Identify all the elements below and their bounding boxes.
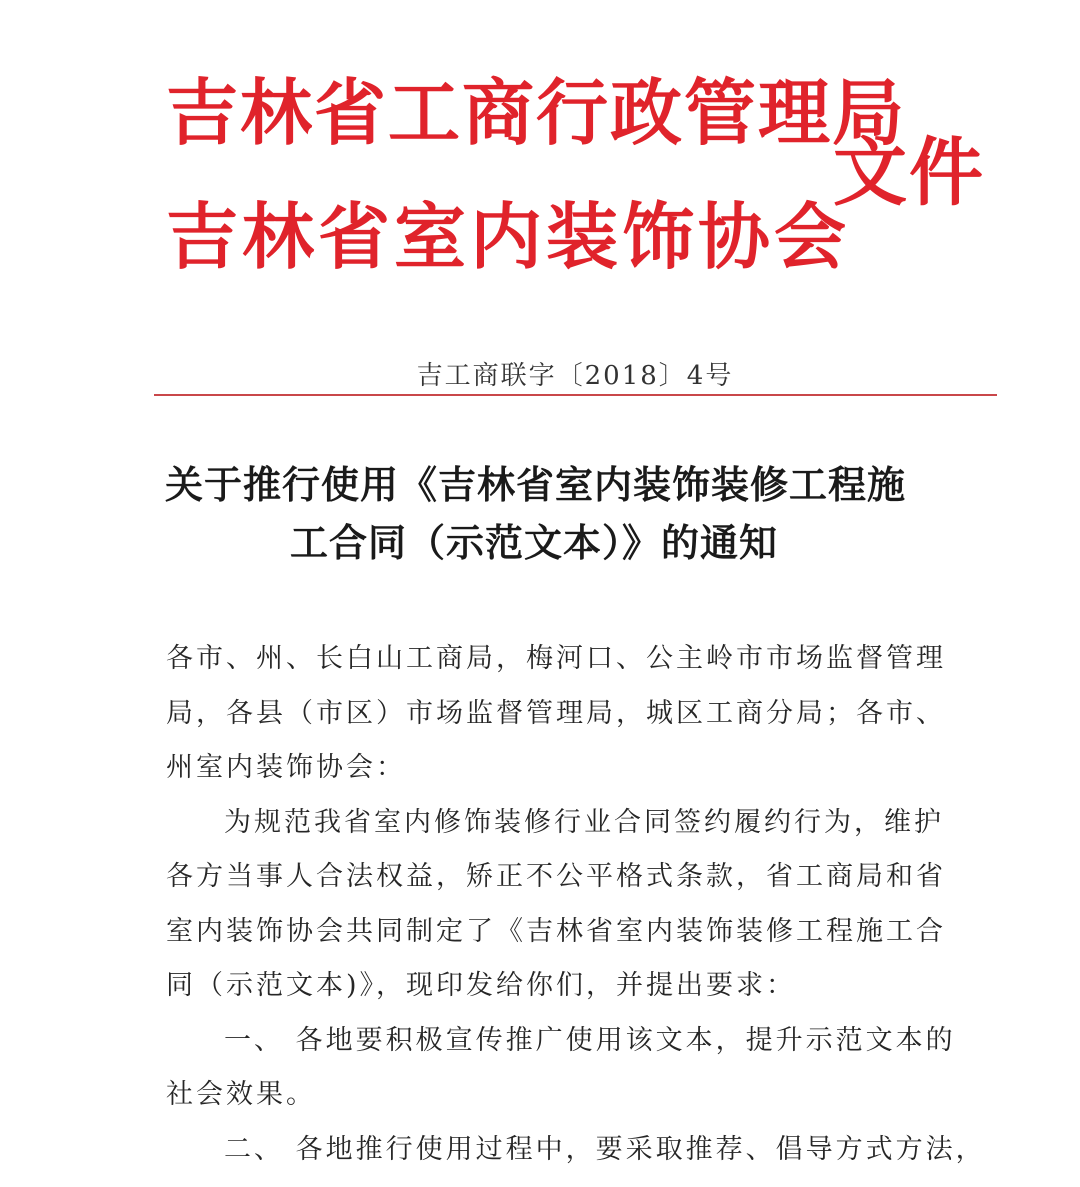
body-line: 同（示范文本)》，现印发给你们，并提出要求： (166, 970, 797, 1001)
body-line: 各方当事人合法权益，矫正不公平格式条款，省工商局和省 (166, 861, 946, 892)
body-line: 社会效果。 (166, 1079, 316, 1110)
red-divider (154, 394, 997, 396)
notice-body (166, 632, 986, 1177)
title-line-2: 工合同（示范文本）》的通知 (290, 520, 779, 565)
body-line: 州室内装饰协会： (166, 752, 406, 783)
body-line: 各市、州、长白山工商局，梅河口、公主岭市市场监督管理 (166, 643, 946, 674)
body-line: 一、 各地要积极宣传推广使用该文本，提升示范文本的 (224, 1024, 956, 1056)
body-line: 为规范我省室内修饰装修行业合同签约履约行为，维护 (224, 806, 944, 838)
body-line: 二、 各地推行使用过程中，要采取推荐、倡导方式方法， (224, 1133, 986, 1165)
body-line: 局，各县（市区）市场监督管理局，城区工商分局；各市、 (166, 697, 946, 729)
issuer-name-1: 吉林省工商行政管理局 (166, 70, 907, 155)
body-line: 室内装饰协会共同制定了《吉林省室内装饰装修工程施工合 (166, 915, 946, 947)
red-letterhead (160, 50, 1060, 280)
issuer-name-2: 吉林省室内装饰协会 (166, 194, 851, 279)
document-number: 吉工商联字〔2018〕4号 (416, 361, 734, 391)
title-line-1: 关于推行使用《吉林省室内装饰装修工程施 (165, 462, 907, 507)
notice-title (0, 456, 1080, 572)
doc-type-label: 文件 (833, 130, 985, 216)
